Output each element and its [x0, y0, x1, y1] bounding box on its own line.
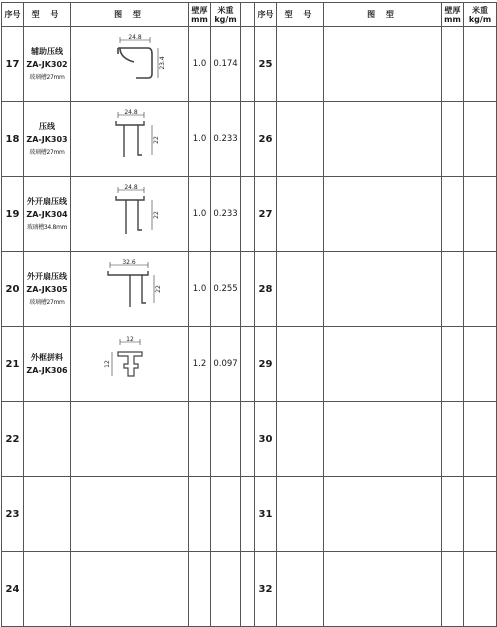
header-row [2, 3, 497, 27]
row-number: 21 [2, 327, 24, 402]
thickness-value [189, 477, 211, 552]
row-number: 25 [255, 27, 277, 102]
header-figure: 图 型 [324, 3, 442, 27]
profile-drawing [324, 552, 442, 627]
profile-drawing [71, 402, 189, 477]
model-cell [277, 177, 324, 252]
weight-value: 0.255 [211, 252, 241, 327]
profile-name: 外开扇压线 [27, 271, 67, 281]
column-gap [241, 477, 255, 552]
weight-value [464, 327, 497, 402]
weight-value [211, 477, 241, 552]
model-cell [24, 552, 71, 627]
weight-value [211, 552, 241, 627]
profile-drawing [71, 327, 189, 402]
row-number: 20 [2, 252, 24, 327]
weight-value [464, 252, 497, 327]
model-cell [277, 552, 324, 627]
column-gap [241, 252, 255, 327]
dimension-height: 22 [154, 285, 162, 293]
table-row [2, 27, 497, 102]
column-gap [241, 327, 255, 402]
model-cell [277, 477, 324, 552]
row-number: 29 [255, 327, 277, 402]
thickness-value: 1.0 [189, 27, 211, 102]
header-no: 序号 [2, 3, 24, 27]
profile-drawing [324, 177, 442, 252]
dimension-width: 24.8 [123, 184, 138, 191]
profile-name: 压线 [39, 121, 55, 131]
profile-drawing [71, 102, 189, 177]
row-number: 23 [2, 477, 24, 552]
column-gap [241, 27, 255, 102]
weight-value [464, 477, 497, 552]
weight-value [464, 552, 497, 627]
column-gap [241, 177, 255, 252]
profile-drawing [324, 327, 442, 402]
weight-value: 0.174 [211, 27, 241, 102]
weight-value [464, 27, 497, 102]
row-number: 28 [255, 252, 277, 327]
profile-note: 玻璃槽27mm [29, 73, 65, 81]
dimension-width: 24.8 [127, 34, 142, 41]
weight-value [464, 177, 497, 252]
row-number: 18 [2, 102, 24, 177]
profile-drawing [71, 252, 189, 327]
model-cell [277, 102, 324, 177]
profile-drawing [324, 27, 442, 102]
column-gap [241, 3, 255, 27]
dimension-height: 22 [152, 136, 160, 144]
thickness-value: 1.0 [189, 177, 211, 252]
model-cell [277, 252, 324, 327]
profile-note: 玻璃槽27mm [29, 298, 65, 306]
profile-catalog-table [1, 2, 497, 627]
table-row [2, 477, 497, 552]
profile-code: ZA-JK303 [26, 134, 68, 144]
column-gap [241, 102, 255, 177]
row-number: 26 [255, 102, 277, 177]
profile-drawing [324, 402, 442, 477]
weight-value: 0.233 [211, 177, 241, 252]
row-number: 31 [255, 477, 277, 552]
model-cell [24, 327, 71, 402]
weight-value: 0.097 [211, 327, 241, 402]
profile-name: 辅助压线 [31, 46, 63, 56]
profile-note: 玻璃槽34.8mm [26, 223, 68, 231]
model-cell [24, 252, 71, 327]
header-figure: 图 型 [71, 3, 189, 27]
row-number: 22 [2, 402, 24, 477]
row-number: 24 [2, 552, 24, 627]
thickness-value: 1.0 [189, 102, 211, 177]
weight-value [464, 102, 497, 177]
header-thickness: 壁厚 mm [189, 3, 211, 27]
model-cell [24, 477, 71, 552]
weight-value [464, 402, 497, 477]
header-model: 型 号 [24, 3, 71, 27]
row-number: 17 [2, 27, 24, 102]
column-gap [241, 402, 255, 477]
profile-note: 玻璃槽27mm [29, 148, 65, 156]
model-cell [277, 402, 324, 477]
header-model: 型 号 [277, 3, 324, 27]
table-row [2, 252, 497, 327]
row-number: 32 [255, 552, 277, 627]
profile-drawing [324, 477, 442, 552]
thickness-value [442, 327, 464, 402]
profile-drawing [324, 102, 442, 177]
row-number: 19 [2, 177, 24, 252]
header-thickness: 壁厚 mm [442, 3, 464, 27]
table-row [2, 552, 497, 627]
table-row [2, 177, 497, 252]
thickness-value: 1.2 [189, 327, 211, 402]
dimension-width: 24.8 [123, 109, 138, 116]
thickness-value: 1.0 [189, 252, 211, 327]
row-number: 27 [255, 177, 277, 252]
dimension-width: 32.6 [121, 259, 136, 266]
thickness-value [442, 27, 464, 102]
thickness-value [442, 177, 464, 252]
column-gap [241, 552, 255, 627]
dimension-height: 23.4 [158, 56, 166, 70]
thickness-value [442, 402, 464, 477]
profile-drawing [71, 177, 189, 252]
model-cell [24, 102, 71, 177]
profile-drawing [71, 27, 189, 102]
profile-drawing [71, 552, 189, 627]
weight-value [211, 402, 241, 477]
header-weight: 米重 kg/m [211, 3, 241, 27]
profile-drawing [324, 252, 442, 327]
model-cell [24, 402, 71, 477]
dimension-height: 12 [103, 360, 111, 368]
model-cell [24, 27, 71, 102]
profile-code: ZA-JK302 [26, 59, 68, 69]
table-row [2, 327, 497, 402]
table-row [2, 102, 497, 177]
weight-value: 0.233 [211, 102, 241, 177]
model-cell [277, 27, 324, 102]
header-no: 序号 [255, 3, 277, 27]
profile-drawing [71, 477, 189, 552]
thickness-value [442, 552, 464, 627]
dimension-width: 12 [125, 336, 134, 343]
profile-code: ZA-JK304 [26, 209, 68, 219]
model-cell [277, 327, 324, 402]
table-row [2, 402, 497, 477]
profile-code: ZA-JK306 [26, 366, 68, 375]
profile-name: 外开扇压线 [27, 196, 67, 206]
dimension-height: 22 [152, 211, 160, 219]
thickness-value [442, 252, 464, 327]
row-number: 30 [255, 402, 277, 477]
thickness-value [189, 402, 211, 477]
thickness-value [189, 552, 211, 627]
header-weight: 米重 kg/m [464, 3, 497, 27]
profile-name: 外框拼料 [31, 353, 63, 362]
thickness-value [442, 102, 464, 177]
thickness-value [442, 477, 464, 552]
profile-code: ZA-JK305 [26, 284, 68, 294]
model-cell [24, 177, 71, 252]
